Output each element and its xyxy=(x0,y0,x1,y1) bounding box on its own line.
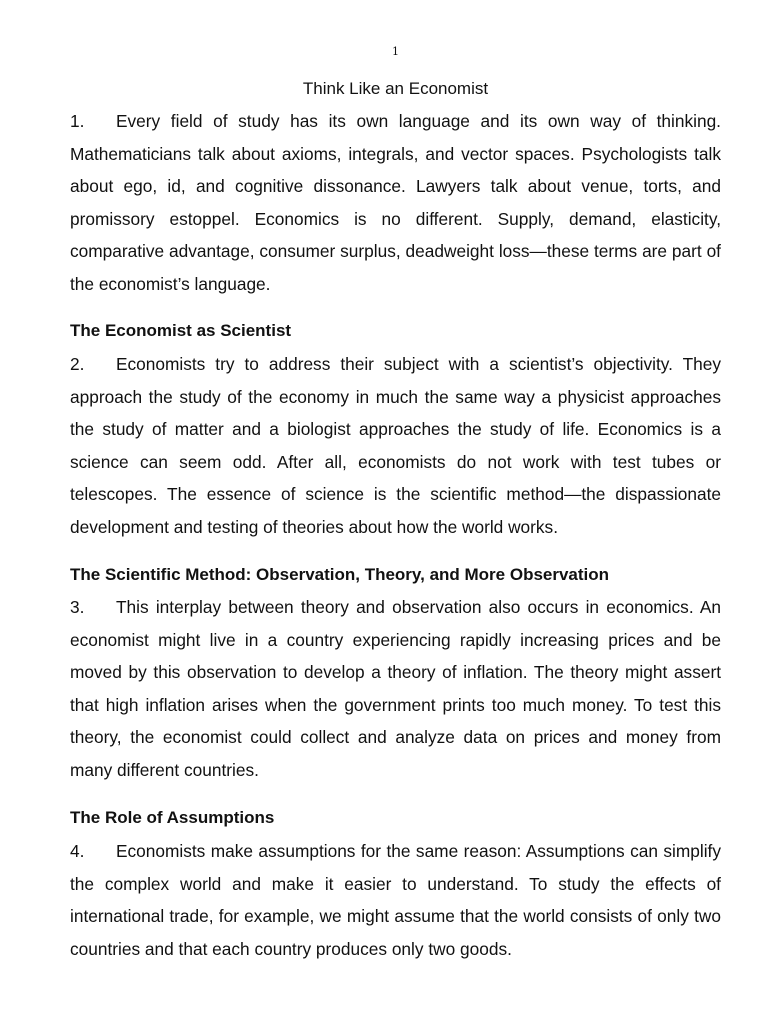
page-number: 1 xyxy=(392,45,399,58)
section-heading-economist-as-scientist: The Economist as Scientist xyxy=(70,321,292,340)
section-heading-role-of-assumptions: The Role of Assumptions xyxy=(70,808,275,827)
paragraph-text: Economists try to address their subject with a scientist’s objectivity. They approach the study of the economy in much the same way a physicist approaches the study of matter and a biologist approaches the study of life. Economics is a science can seem odd. After all, economists do not work with test tubes or telescopes. The essence of science is the scientific method—the dispassionate development and testing of theories about how the world works. xyxy=(70,354,721,537)
paragraph-2 xyxy=(70,348,721,544)
paragraph-text: Economists make assumptions for the same reason: Assumptions can simplify the complex world and make it easier to understand. To study the effects of international trade, for example, we might assume that the world consists of only two countries and that each country produces only two goods. xyxy=(70,841,721,959)
paragraph-number: 1. xyxy=(70,111,85,131)
paragraph-text: Every field of study has its own language and its own way of thinking. Mathematicians talk about axioms, integrals, and vector spaces. Psychologists talk about ego, id, and cognitive dissonance. Lawyers talk about venue, torts, and promissory estoppel. Economics is no different. Supply, demand, elasticity, comparative advantage, consumer surplus, deadweight loss—these terms are part of the economist’s language. xyxy=(70,111,721,294)
paragraph-1 xyxy=(70,105,721,301)
paragraph-number: 3. xyxy=(70,597,85,617)
paragraph-3 xyxy=(70,591,721,787)
paragraph-4 xyxy=(70,835,721,965)
document-title: Think Like an Economist xyxy=(302,79,489,98)
paragraph-text: This interplay between theory and observation also occurs in economics. An economist might live in a country experiencing rapidly increasing prices and be moved by this observation to develop a theory of inflation. The theory might assert that high inflation arises when the government prints too much money. To test this theory, the economist could collect and analyze data on prices and money from many different countries. xyxy=(70,597,721,780)
section-heading-scientific-method: The Scientific Method: Observation, Theory, and More Observation xyxy=(70,565,610,584)
paragraph-number: 2. xyxy=(70,354,85,374)
paragraph-number: 4. xyxy=(70,841,85,861)
